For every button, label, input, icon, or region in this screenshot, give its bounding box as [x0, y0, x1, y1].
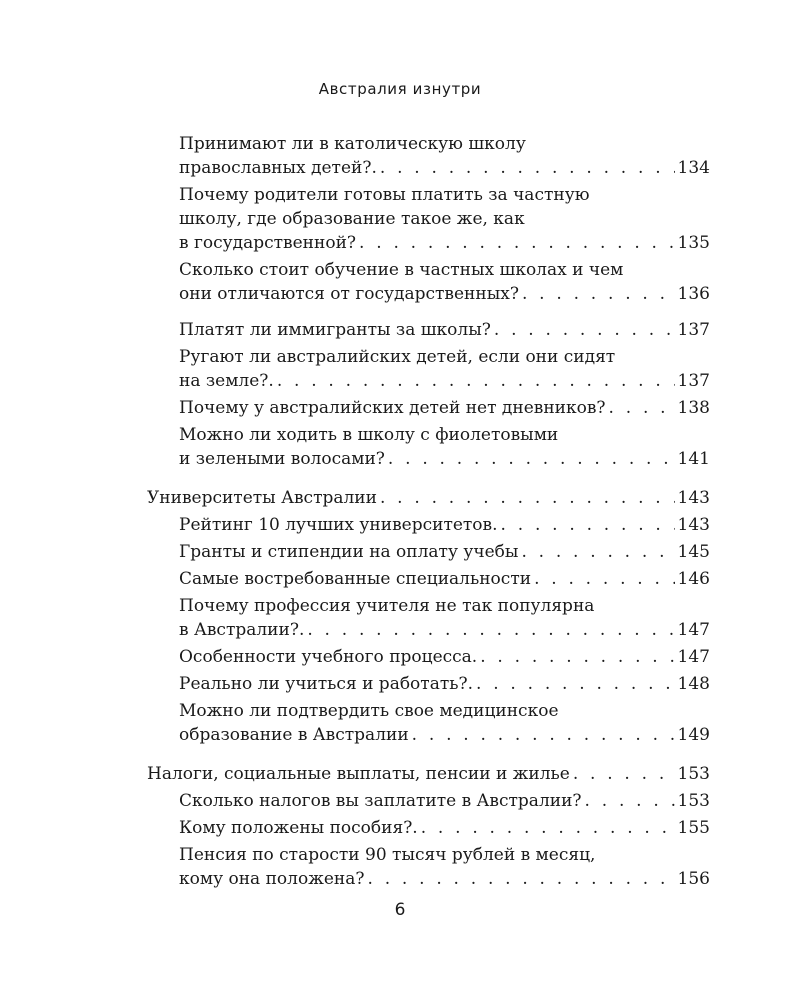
dot-leader [501, 513, 675, 537]
toc-entry [147, 513, 710, 537]
toc-page-number: 147 [677, 647, 710, 667]
toc-entry-title: образование в Австралии [179, 725, 409, 745]
dot-leader [573, 762, 675, 786]
toc-page-number: 136 [677, 284, 710, 304]
toc-entry [147, 672, 710, 696]
toc-entry-title: Почему у австралийских детей нет дневников? [179, 398, 606, 418]
toc-entry-last-line [179, 789, 710, 813]
toc-entry-title-line: Ругают ли австралийских детей, если они сидят [179, 347, 616, 367]
toc-page-number: 153 [677, 791, 710, 811]
dot-leader [521, 540, 674, 564]
toc-entry-title: Налоги, социальные выплаты, пенсии и жилье [147, 764, 570, 784]
toc-entry [147, 396, 710, 420]
toc-entry-title: Самые востребованные специальности [179, 569, 532, 589]
toc-entry-title: Особенности учебного процесса. [179, 647, 478, 667]
toc-entry-last-line [179, 567, 710, 591]
toc-entry-last-line [179, 231, 710, 255]
toc-entry [147, 258, 710, 306]
toc-entry-last-line [179, 396, 710, 420]
toc-page-number: 148 [677, 674, 710, 694]
toc-entry [147, 423, 710, 471]
toc-entry-last-line [179, 318, 710, 342]
toc-entry-last-line [179, 282, 710, 306]
toc-entry-title: Реально ли учиться и работать?. [179, 674, 474, 694]
running-head: Австралия изнутри [318, 80, 482, 98]
toc-entry-last-line [179, 645, 710, 669]
toc-page-number: 141 [677, 449, 710, 469]
dot-leader [412, 723, 675, 747]
toc-entry-title-line: Можно ли подтвердить свое медицинское [179, 701, 559, 721]
toc-entry-last-line [179, 540, 710, 564]
toc-entry [147, 345, 710, 393]
table-of-contents [147, 132, 710, 894]
toc-page-number: 137 [677, 371, 710, 391]
toc-entry-title: в государственной? [179, 233, 357, 253]
dot-leader [367, 867, 674, 891]
dot-leader [380, 486, 675, 510]
toc-entry [147, 183, 710, 255]
toc-page-number: 135 [677, 233, 710, 253]
page-number: 6 [394, 900, 406, 920]
toc-entry-last-line [179, 513, 710, 537]
toc-entry-last-line [179, 723, 710, 747]
toc-entry-last-line [179, 447, 710, 471]
toc-entry [147, 816, 710, 840]
toc-entry [147, 699, 710, 747]
toc-page-number: 147 [677, 620, 710, 640]
toc-entry [147, 645, 710, 669]
toc-entry-title-line: Сколько стоит обучение в частных школах и чем [179, 260, 624, 280]
toc-entry-title: на земле?. [179, 371, 274, 391]
dot-leader [307, 618, 674, 642]
dot-leader [522, 282, 675, 306]
toc-entry [147, 789, 710, 813]
toc-page-number: 149 [677, 725, 710, 745]
toc-entry-last-line [147, 762, 710, 786]
toc-page-number: 138 [677, 398, 710, 418]
toc-entry-last-line [179, 156, 710, 180]
toc-entry-title: кому она положена? [179, 869, 365, 889]
toc-entry [147, 567, 710, 591]
toc-entry-title-line: Принимают ли в католическую школу [179, 134, 526, 154]
dot-leader [476, 672, 675, 696]
toc-entry-title-line: школу, где образование такое же, как [179, 209, 525, 229]
toc-entry-title: и зелеными волосами? [179, 449, 385, 469]
dot-leader [609, 396, 675, 420]
toc-page-number: 134 [677, 158, 710, 178]
toc-entry-title: они отличаются от государственных? [179, 284, 519, 304]
dot-leader [388, 447, 675, 471]
dot-leader [494, 318, 675, 342]
toc-entry [147, 132, 710, 180]
toc-entry-last-line [179, 816, 710, 840]
dot-leader [480, 645, 674, 669]
toc-page-number: 155 [677, 818, 710, 838]
dot-leader [585, 789, 675, 813]
toc-page-number: 153 [677, 764, 710, 784]
dot-leader [277, 369, 675, 393]
toc-entry-title: Рейтинг 10 лучших университетов. [179, 515, 498, 535]
toc-page-number: 156 [677, 869, 710, 889]
toc-entry-title: Гранты и стипендии на оплату учебы [179, 542, 519, 562]
toc-entry-last-line [179, 672, 710, 696]
toc-entry [147, 843, 710, 891]
dot-leader [534, 567, 674, 591]
toc-entry-title-line: Почему родители готовы платить за частную [179, 185, 590, 205]
toc-page-number: 137 [677, 320, 710, 340]
toc-entry-last-line [147, 486, 710, 510]
dot-leader [421, 816, 675, 840]
toc-section-entry [147, 486, 710, 510]
toc-page-number: 143 [677, 488, 710, 508]
toc-entry-last-line [179, 867, 710, 891]
toc-entry-title: Платят ли иммигранты за школы? [179, 320, 491, 340]
toc-entry-title: православных детей?. [179, 158, 377, 178]
toc-entry-title: в Австралии?. [179, 620, 305, 640]
toc-entry-title-line: Пенсия по старости 90 тысяч рублей в месяц, [179, 845, 596, 865]
toc-section-entry [147, 762, 710, 786]
dot-leader [380, 156, 675, 180]
toc-page-number: 143 [677, 515, 710, 535]
toc-entry-last-line [179, 369, 710, 393]
toc-entry-title-line: Почему профессия учителя не так популярна [179, 596, 595, 616]
toc-entry-title: Сколько налогов вы заплатите в Австралии? [179, 791, 582, 811]
toc-entry-last-line [179, 618, 710, 642]
toc-entry [147, 318, 710, 342]
dot-leader [359, 231, 675, 255]
toc-entry-title-line: Можно ли ходить в школу с фиолетовыми [179, 425, 559, 445]
toc-page-number: 145 [677, 542, 710, 562]
toc-entry [147, 594, 710, 642]
toc-page-number: 146 [677, 569, 710, 589]
toc-entry [147, 540, 710, 564]
toc-entry-title: Университеты Австралии [147, 488, 377, 508]
toc-entry-title: Кому положены пособия?. [179, 818, 418, 838]
